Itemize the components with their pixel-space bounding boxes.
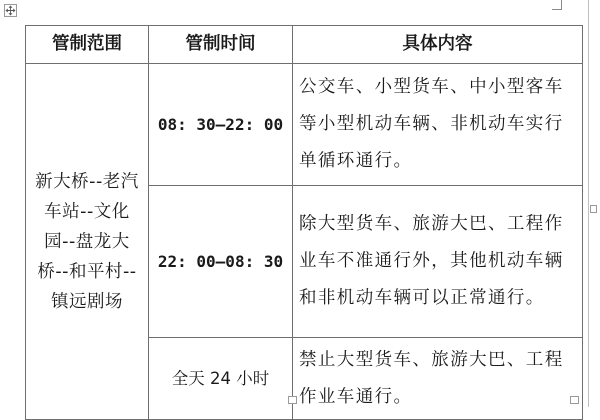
column-resize-marker[interactable]: [570, 396, 579, 404]
range-cell: 新大桥--老汽车站--文化园--盘龙大桥--和平村--镇远剧场: [26, 64, 149, 420]
header-content: 具体内容: [293, 26, 583, 64]
content-cell: 公交车、小型货车、中小型客车等小型机动车辆、非机动车实行单循环通行。: [293, 64, 583, 186]
header-range: 管制范围: [26, 26, 149, 64]
table-header-row: [26, 26, 583, 64]
time-cell: 全天 24 小时: [149, 338, 293, 420]
table-row-resize-marker[interactable]: [590, 205, 597, 213]
page-margin-line: [588, 0, 589, 407]
time-cell: 08: 30—22: 00: [149, 64, 293, 186]
content-cell: 除大型货车、旅游大巴、工程作业车不准通行外，其他机动车辆和非机动车辆可以正常通行。: [293, 186, 583, 338]
time-cell: 22: 00—08: 30: [149, 186, 293, 338]
page-corner-mark: [552, 0, 562, 10]
column-resize-marker[interactable]: [288, 396, 297, 404]
traffic-control-table: [25, 25, 583, 420]
table-row: [26, 64, 583, 186]
content-cell: 禁止大型货车、旅游大巴、工程作业车通行。: [293, 338, 583, 420]
table-move-handle-icon[interactable]: [4, 4, 17, 17]
header-time: 管制时间: [149, 26, 293, 64]
